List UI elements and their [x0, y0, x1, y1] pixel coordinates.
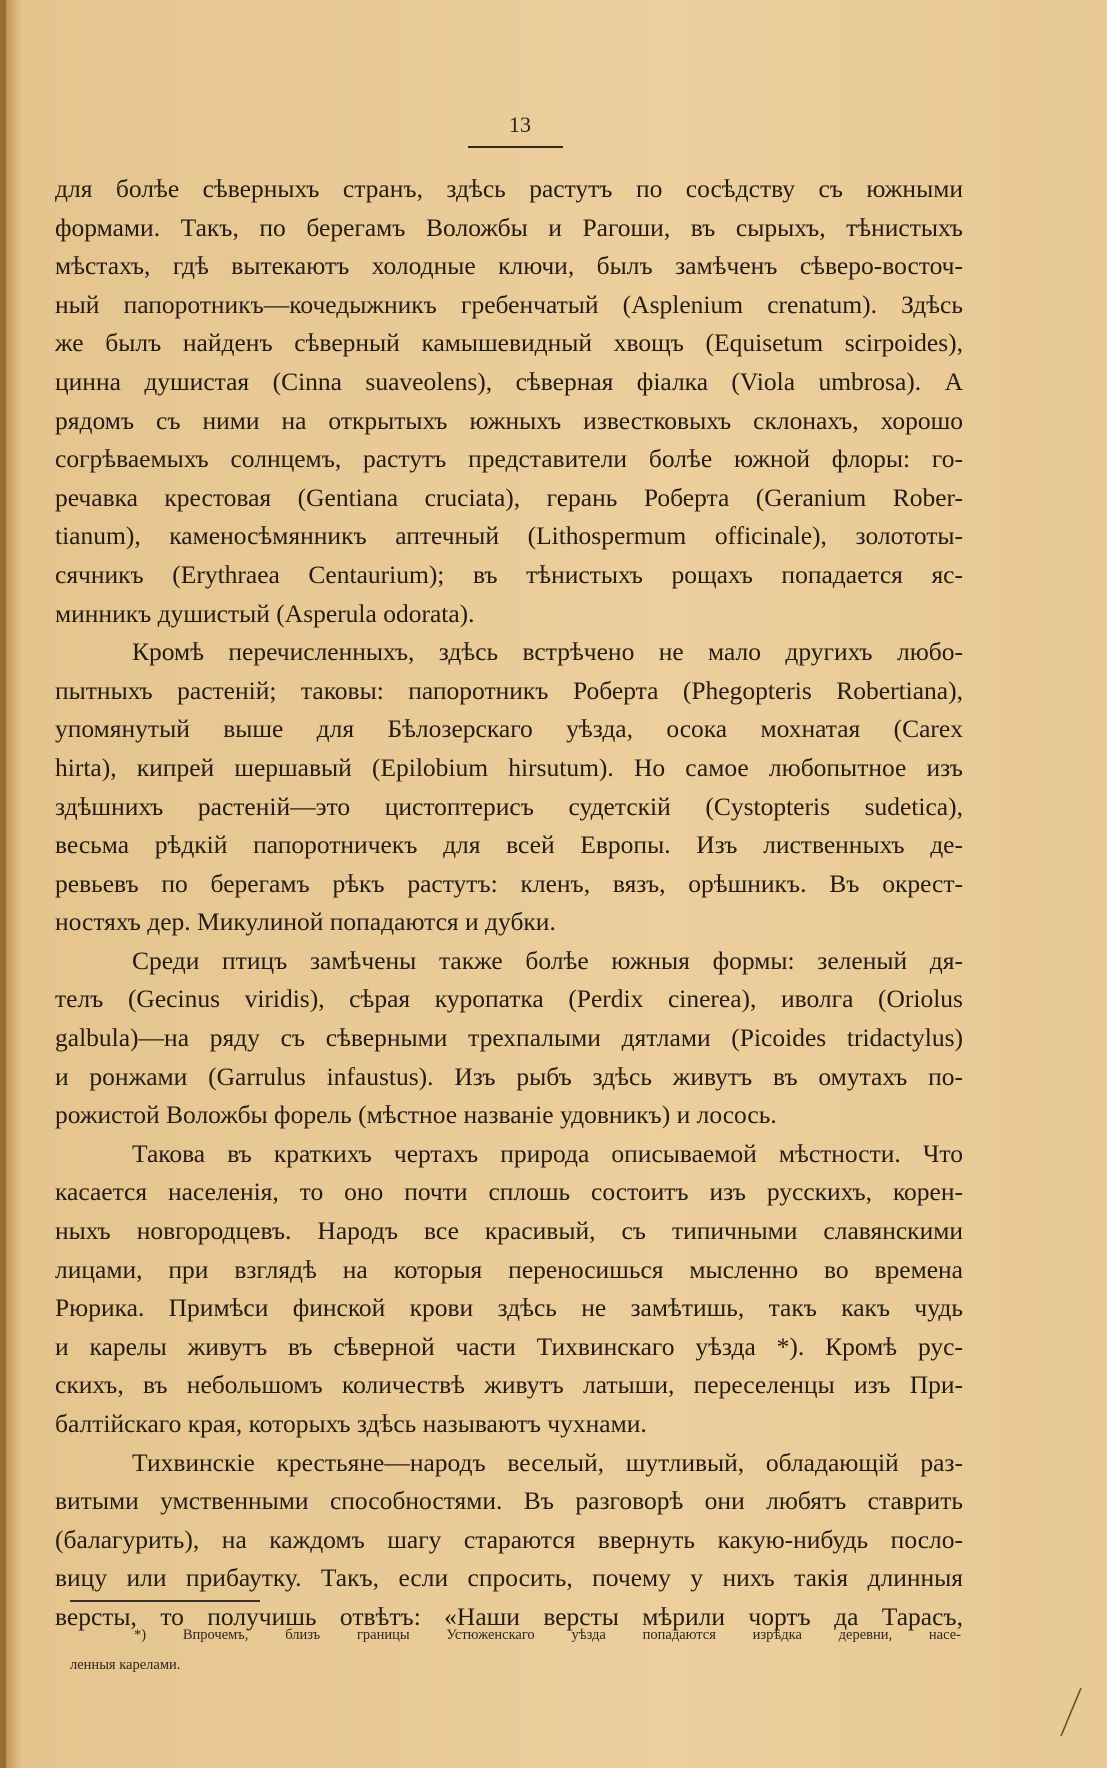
binding-edge	[0, 0, 6, 1768]
page-number: 13	[509, 112, 531, 137]
body-line: скихъ, въ небольшомъ количествѣ живутъ латыши, переселенцы изъ При-	[55, 1370, 963, 1400]
body-line: сячникъ (Erythraea Centaurium); въ тѣнистыхъ рощахъ попадается яс-	[55, 559, 963, 589]
body-line: ный папоротникъ—кочедыжникъ гребенчатый (Asplenium crenatum). Здѣсь	[55, 289, 963, 319]
body-line: пытныхъ растеній; таковы: папоротникъ Роберта (Phegopteris Robertiana),	[55, 675, 963, 705]
body-line: версты, то получишь отвѣтъ: «Наши версты мѣрили чортъ да Тарасъ,	[55, 1601, 963, 1631]
body-text	[55, 170, 963, 1637]
body-line: Такова въ краткихъ чертахъ природа описываемой мѣстности. Что	[132, 1138, 963, 1168]
body-line: весьма рѣдкій папоротничекъ для всей Европы. Изъ лиственныхъ де-	[55, 830, 963, 860]
body-line: же былъ найденъ сѣверный камышевидный хвощъ (Equisetum scirpoides),	[55, 328, 963, 358]
body-line: Тихвинскіе крестьяне—народъ веселый, шутливый, обладающій раз-	[132, 1447, 963, 1477]
body-line: телъ (Gecinus viridis), сѣрая куропатка (Perdix cinerea), иволга (Oriolus	[55, 984, 963, 1014]
body-line: минникъ душистый (Asperula odorata).	[55, 598, 475, 628]
body-line: цинна душистая (Cinna suaveolens), сѣверная фіалка (Viola umbrosa). А	[55, 366, 963, 396]
body-line: касается населенія, то оно почти сплошь состоитъ изъ русскихъ, корен-	[55, 1177, 963, 1207]
body-line: Рюрика. Примѣси финской крови здѣсь не замѣтишь, такъ какъ чудь	[55, 1293, 963, 1323]
body-line: для болѣе сѣверныхъ странъ, здѣсь растутъ по сосѣдству съ южными	[55, 174, 963, 203]
footnote-line: ленныя карелами.	[70, 1657, 181, 1673]
body-line: балтійскаго края, которыхъ здѣсь называютъ чухнами.	[55, 1409, 647, 1438]
body-line: упомянутый выше для Бѣлозерскаго уѣзда, осока мохнатая (Carex	[55, 714, 963, 744]
body-line: рожистой Воложбы форель (мѣстное названіе удовникъ) и лосось.	[55, 1100, 777, 1130]
body-line: и карелы живутъ въ сѣверной части Тихвинскаго уѣзда *). Кромѣ рус-	[55, 1331, 963, 1361]
body-line: (балагурить), на каждомъ шагу стараются ввернуть какую-нибудь посло-	[55, 1524, 963, 1554]
body-line: лицами, при взглядѣ на которыя переносишься мысленно во времена	[55, 1254, 963, 1284]
body-line: здѣшнихъ растеній—это цистоптерисъ судетскій (Cystopteris sudetica),	[55, 791, 963, 821]
body-line: ныхъ новгородцевъ. Народъ все красивый, съ типичными славянскими	[55, 1216, 963, 1246]
body-line: galbula)—на ряду съ сѣверными трехпалыми дятлами (Picoides tridactylus)	[55, 1023, 963, 1053]
body-line: согрѣваемыхъ солнцемъ, растутъ представители болѣе южной флоры: го-	[55, 444, 963, 474]
footnote	[70, 1620, 961, 1680]
body-line: Кромѣ перечисленныхъ, здѣсь встрѣчено не мало другихъ любо-	[132, 637, 963, 667]
body-line: ревьевъ по берегамъ рѣкъ растутъ: кленъ, вязъ, орѣшникъ. Въ окрест-	[55, 868, 963, 898]
body-line: и ронжами (Garrulus infaustus). Изъ рыбъ здѣсь живутъ въ омутахъ по-	[55, 1061, 963, 1091]
page-corner-pencil-mark	[1055, 1686, 1085, 1742]
body-line: Среди птицъ замѣчены также болѣе южныя формы: зеленый дя-	[132, 945, 963, 975]
footnote-line: *) Впрочемъ, близъ границы Устюженскаго уѣзда попадаются изрѣдка деревни, насе-	[134, 1627, 961, 1643]
body-line: вицу или прибаутку. Такъ, если спросить, почему у нихъ такія длинныя	[55, 1563, 963, 1593]
body-line: рядомъ съ ними на открытыхъ южныхъ известковыхъ склонахъ, хорошо	[55, 405, 963, 435]
footnote-rule	[70, 1600, 260, 1602]
body-line: мѣстахъ, гдѣ вытекаютъ холодные ключи, былъ замѣченъ сѣверо-восточ-	[55, 251, 963, 281]
body-line: ностяхъ дер. Микулиной попадаются и дубки.	[55, 907, 556, 937]
body-line: hirta), кипрей шершавый (Epilobium hirsutum). Но самое любопытное изъ	[55, 752, 963, 782]
body-line: витыми умственными способностями. Въ разговорѣ они любятъ ставрить	[55, 1486, 963, 1516]
body-line: речавка крестовая (Gentiana cruciata), герань Роберта (Geranium Rober-	[55, 482, 963, 512]
body-line: формами. Такъ, по берегамъ Воложбы и Рагоши, въ сырыхъ, тѣнистыхъ	[55, 212, 963, 242]
page-number-rule	[468, 146, 563, 148]
body-line: tianum), каменосѣмянникъ аптечный (Lithospermum officinale), золототы-	[55, 521, 963, 551]
